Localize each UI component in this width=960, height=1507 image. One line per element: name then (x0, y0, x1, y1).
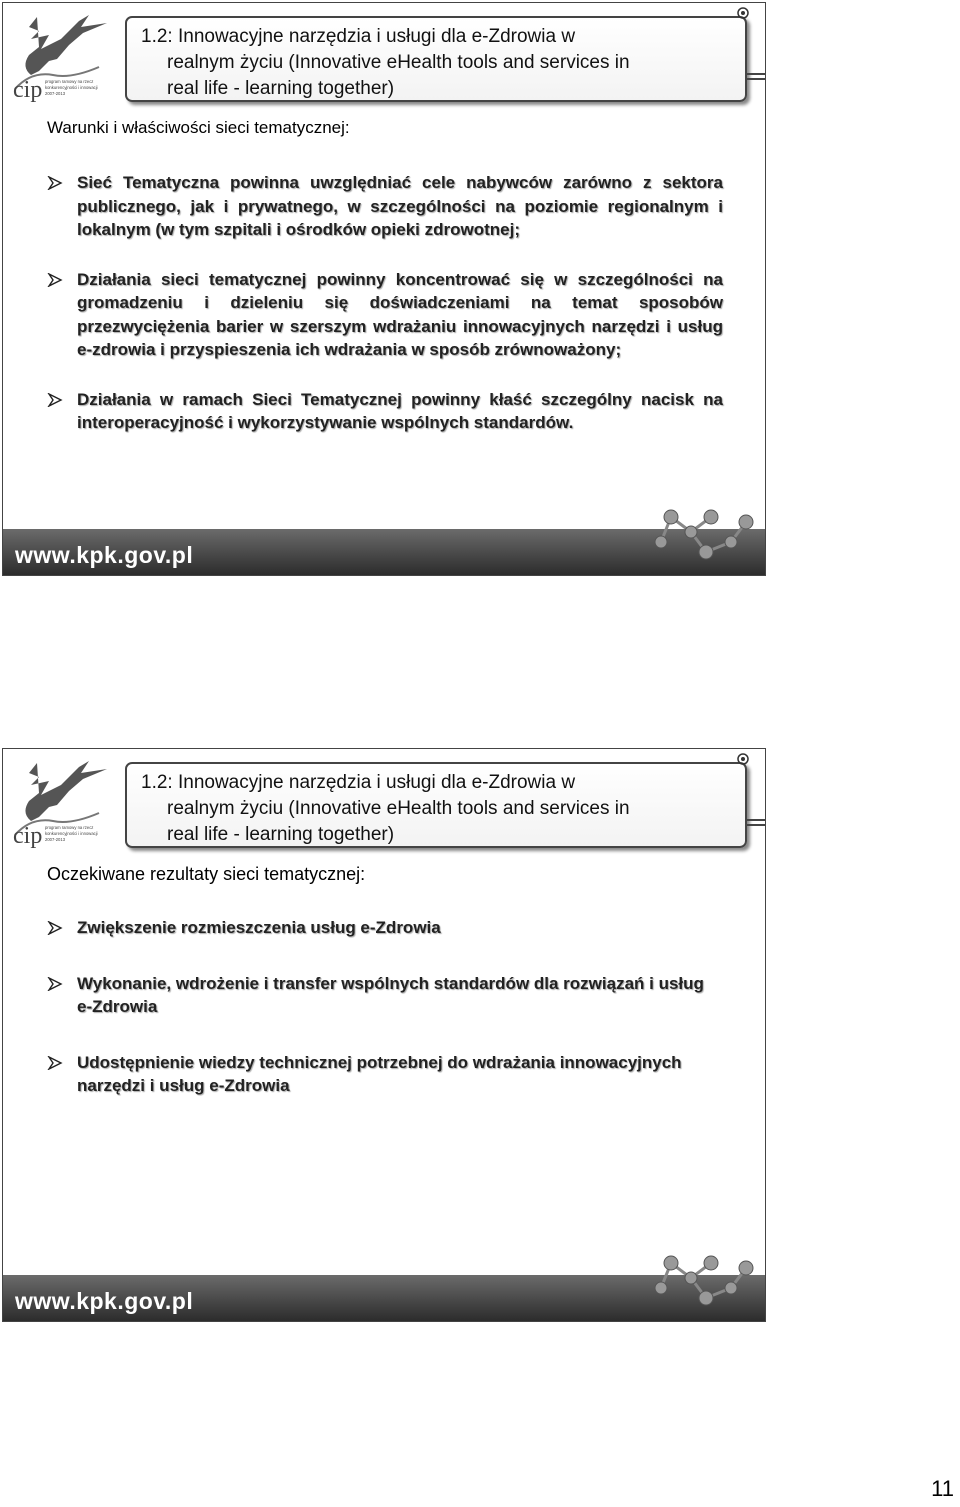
svg-text:konkurencyjności i innowacji: konkurencyjności i innowacji (45, 831, 98, 836)
scroll-curl-icon (735, 5, 751, 21)
side-lines (747, 819, 765, 831)
svg-text:program ramowy na rzecz: program ramowy na rzecz (45, 79, 94, 84)
bullet-list (47, 171, 723, 435)
scroll-curl-icon (735, 751, 751, 767)
title-line-2: realnym życiu (Innovative eHealth tools and services in (167, 798, 630, 819)
side-lines (747, 73, 765, 85)
arrow-bullet-icon (47, 1056, 63, 1070)
footer-url: www.kpk.gov.pl (15, 542, 194, 568)
bullet-text: Sieć Tematyczna powinna uwzględniać cele nabywców zarówno z sektora publicznego, jak i prywatnego, w szczególności na poziomie regionalnym i lokalnym (w tym szpitali i ośrodków opieki zdrowotnej; (77, 173, 723, 239)
bullet-text: Udostępnienie wiedzy technicznej potrzebnej do wdrażania innowacyjnych narzędzi i usług e-Zdrowia (77, 1052, 682, 1095)
list-item (47, 916, 723, 940)
bullet-text: Działania w ramach Sieci Tematycznej powinny kłaść szczególny nacisk na interoperacyjność i wykorzystywanie wspólnych standardów. (77, 389, 723, 432)
title-line-3: real life - learning together) (167, 78, 395, 99)
bullet-list (47, 916, 723, 1098)
arrow-bullet-icon (47, 921, 63, 935)
bullet-text: Działania sieci tematycznej powinny koncentrować się w szczególności na gromadzeniu i dzieleniu się doświadczeniami na temat sposobów przezwyciężenia barier w szerszym wdrażaniu innowacyjnych narzędzi i usług e-zdrowia i przyspieszenia ich wdrażania w sposób zrównoważony; (77, 269, 723, 359)
svg-text:program ramowy na rzecz: program ramowy na rzecz (45, 825, 94, 830)
arrow-bullet-icon (47, 393, 63, 407)
molecule-icon (651, 497, 761, 567)
footer-url: www.kpk.gov.pl (15, 1288, 194, 1314)
slide-2 (2, 748, 766, 1322)
logo-text: cip (13, 823, 43, 849)
molecule-icon (651, 1243, 761, 1313)
list-item (47, 268, 723, 362)
logo-text: cip (13, 77, 43, 103)
svg-text:konkurencyjności i innowacji: konkurencyjności i innowacji (45, 85, 98, 90)
title-line-1: 1.2: Innowacyjne narzędzia i usługi dla e-Zdrowia w (141, 26, 576, 47)
bullet-text: Zwiększenie rozmieszczenia usług e-Zdrowia (77, 918, 441, 937)
list-item (47, 972, 723, 1019)
arrow-bullet-icon (47, 977, 63, 991)
title-box (125, 16, 747, 102)
title-line-3: real life - learning together) (167, 824, 395, 845)
title-box (125, 762, 747, 848)
list-item (47, 1051, 723, 1098)
svg-text:2007-2013: 2007-2013 (45, 837, 66, 842)
title-line-1: 1.2: Innowacyjne narzędzia i usługi dla e-Zdrowia w (141, 772, 576, 793)
arrow-bullet-icon (47, 176, 63, 190)
svg-text:2007-2013: 2007-2013 (45, 91, 66, 96)
subheading: Warunki i właściwości sieci tematycznej: (47, 118, 350, 137)
subheading: Oczekiwane rezultaty sieci tematycznej: (47, 864, 366, 884)
list-item (47, 388, 723, 435)
cip-logo-icon (9, 755, 119, 850)
title-line-2: realnym życiu (Innovative eHealth tools and services in (167, 52, 630, 73)
page-number: 11 (931, 1476, 954, 1501)
bullet-text: Wykonanie, wdrożenie i transfer wspólnych standardów dla rozwiązań i usług e-Zdrowia (77, 973, 704, 1016)
arrow-bullet-icon (47, 273, 63, 287)
slide-1 (2, 2, 766, 576)
cip-logo-icon (9, 9, 119, 104)
list-item (47, 171, 723, 242)
